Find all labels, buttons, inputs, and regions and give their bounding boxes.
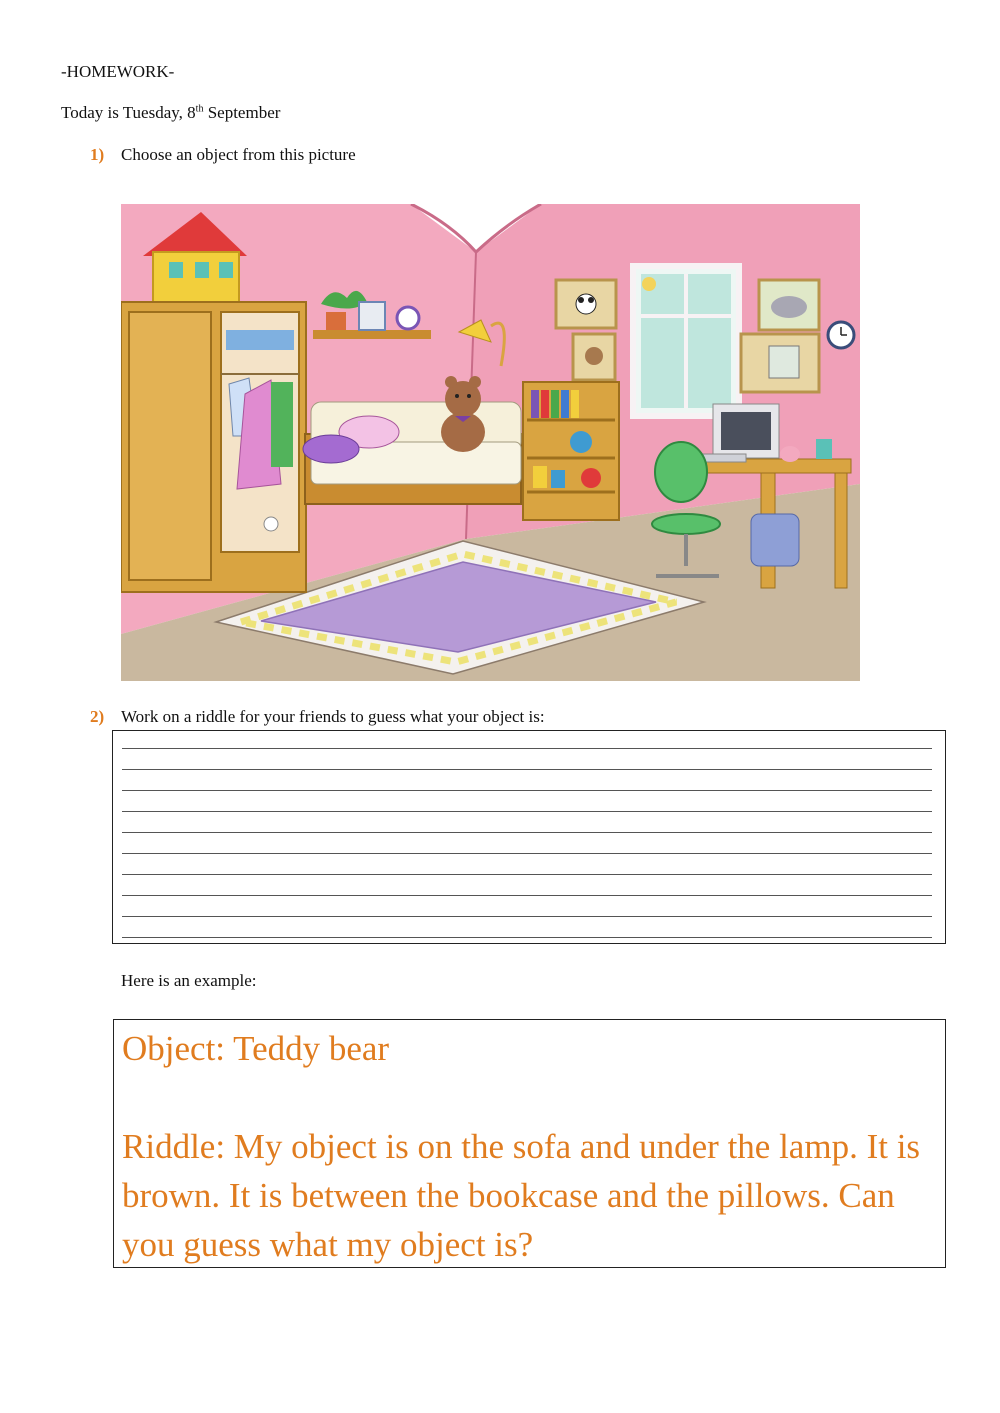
bedroom-picture [121, 204, 860, 681]
writing-line[interactable] [122, 874, 932, 875]
desk-chair [655, 442, 707, 502]
writing-line[interactable] [122, 937, 932, 938]
writing-line[interactable] [122, 916, 932, 917]
alarm-clock [397, 307, 419, 329]
pencil-cup [816, 439, 832, 459]
task-1-number: 1) [90, 145, 105, 164]
writing-line[interactable] [122, 853, 932, 854]
date-suffix: September [203, 103, 281, 122]
example-object: Object: Teddy bear [122, 1029, 390, 1068]
writing-line[interactable] [122, 748, 932, 749]
task-2-text: Work on a riddle for your friends to guess what your object is: [121, 707, 545, 726]
example-box [113, 1019, 946, 1268]
task-1-text: Choose an object from this picture [121, 145, 356, 164]
writing-line[interactable] [122, 832, 932, 833]
date-line [61, 103, 280, 123]
wall-shelf [313, 330, 431, 339]
task-1 [90, 145, 356, 165]
globe [570, 431, 592, 453]
writing-line[interactable] [122, 895, 932, 896]
date-prefix: Today is Tuesday, 8 [61, 103, 196, 122]
writing-line[interactable] [122, 811, 932, 812]
purple-pillow [303, 435, 359, 463]
writing-line[interactable] [122, 790, 932, 791]
backpack [751, 514, 799, 566]
answer-box[interactable] [112, 730, 946, 944]
photo-frame [359, 302, 385, 330]
date-superscript: th [195, 103, 204, 115]
example-riddle: Riddle: My object is on the sofa and under the lamp. It is brown. It is between the bookcase and the pillows. Can you guess what my object is? [122, 1127, 921, 1264]
writing-line[interactable] [122, 769, 932, 770]
page-heading: -HOMEWORK- [61, 62, 175, 81]
example-intro: Here is an example: [121, 971, 257, 990]
task-2-number: 2) [90, 707, 105, 726]
task-2 [90, 707, 545, 727]
